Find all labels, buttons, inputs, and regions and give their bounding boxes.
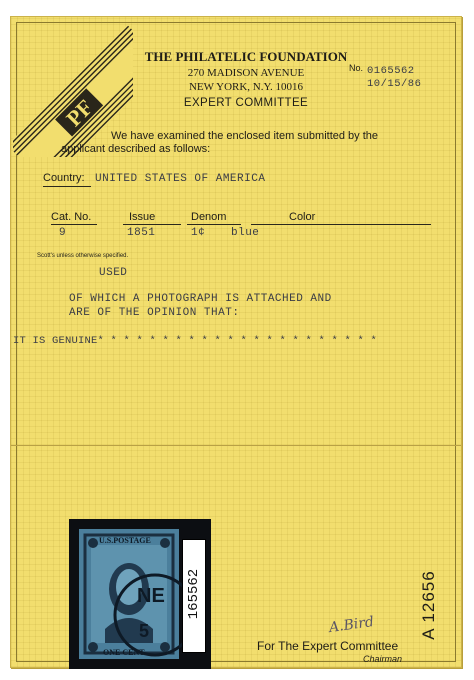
- cat-no-value: 9: [59, 227, 67, 239]
- vertical-cert-number: A 12656: [419, 570, 438, 640]
- fold-line: [11, 445, 461, 446]
- intro-line-1: We have examined the enclosed item submitted by the: [111, 130, 379, 142]
- denom-label: Denom: [191, 211, 227, 223]
- chairman-role: Chairman: [363, 654, 403, 664]
- intro-line-2: applicant described as follows:: [61, 143, 211, 155]
- pf-logo-text: PF: [61, 94, 98, 132]
- opinion-text: IT IS GENUINE* * * * * * * * * * * * * * * * * * * * * *: [13, 335, 378, 347]
- chairman-signature: A.Bird: [328, 613, 375, 637]
- address-line-2: NEW YORK, N.Y. 10016: [188, 81, 304, 93]
- issue-label: Issue: [129, 211, 156, 223]
- cert-number: 0165562: [367, 65, 415, 77]
- photo-line-2: ARE OF THE OPINION THAT:: [69, 307, 240, 319]
- issue-underline: [123, 224, 181, 225]
- condition-value: USED: [99, 267, 128, 279]
- photo-line-1: OF WHICH A PHOTOGRAPH IS ATTACHED AND: [69, 293, 332, 305]
- denom-underline: [187, 224, 241, 225]
- catalog-note: Scott's unless otherwise specified.: [37, 253, 129, 259]
- stamp-photo: [69, 519, 211, 669]
- stamp-side-label: [182, 539, 206, 653]
- cat-no-underline: [51, 224, 97, 225]
- stamp-top-text: U.S.POSTAGE: [99, 536, 151, 545]
- stamp-side-number: 165562: [186, 568, 202, 620]
- address-line-1: 270 MADISON AVENUE: [187, 67, 305, 79]
- cat-no-label: Cat. No.: [51, 211, 92, 223]
- color-label: Color: [289, 211, 316, 223]
- stamp-bottom-text: ONE CENT: [103, 648, 145, 657]
- country-label-underline: [43, 186, 91, 187]
- committee-title: EXPERT COMMITTEE: [183, 97, 309, 109]
- stamp-postmark-digit: 5: [139, 621, 150, 641]
- country-label: Country:: [43, 172, 85, 184]
- org-name: THE PHILATELIC FOUNDATION: [144, 49, 348, 64]
- denom-value: 1¢: [191, 227, 206, 239]
- issue-value: 1851: [127, 227, 156, 239]
- color-underline: [251, 224, 431, 225]
- certificate: [10, 16, 462, 668]
- stamp-postmark-text: NE: [137, 585, 165, 607]
- cert-number-label: No.: [349, 63, 364, 73]
- cert-date: 10/15/86: [367, 78, 422, 90]
- country-value: UNITED STATES OF AMERICA: [95, 173, 266, 185]
- signoff-text: For The Expert Committee: [257, 639, 399, 653]
- color-value: blue: [231, 227, 260, 239]
